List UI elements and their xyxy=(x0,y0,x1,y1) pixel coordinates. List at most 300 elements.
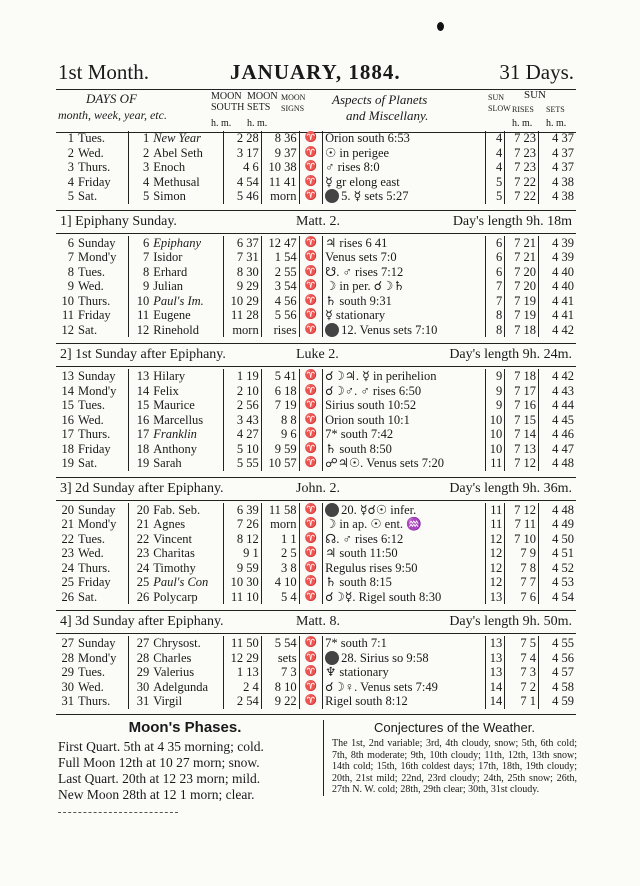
day-of-year: 5 xyxy=(128,189,151,204)
saint-name: Polycarp xyxy=(153,589,198,604)
decorative-rule xyxy=(58,812,178,815)
moon-phase-line: First Quart. 5th at 4 35 morning; cold. xyxy=(58,739,264,754)
day-of-year: 28 xyxy=(128,651,151,666)
moon-south: 11 50 xyxy=(223,636,261,651)
sun-slow: 4 xyxy=(485,160,504,175)
col-days-of: DAYS OF xyxy=(86,91,137,106)
sun-rises: 7 7 xyxy=(505,575,539,590)
weekday: Mond'y xyxy=(78,650,117,665)
aspect-label: 20. ☿☌☉ infer. xyxy=(341,502,417,517)
aspect-text: ☽ in per. ☌☽♄ xyxy=(323,279,486,294)
day-number: 10 xyxy=(61,293,74,308)
sun-rises: 7 12 xyxy=(505,456,539,471)
moon-sets: 3 54 xyxy=(261,279,299,294)
moon-sign-icon: ♈ xyxy=(299,442,323,457)
col-sun: SUN xyxy=(524,89,547,101)
sunday-name: 4] 3d Sunday after Epiphany. xyxy=(60,614,224,629)
sun-slow: 13 xyxy=(485,651,504,666)
aspect-text: ♃ south 11:50 xyxy=(323,546,486,561)
gospel-reference: Matt. 8. xyxy=(296,614,340,629)
saint-name: Simon xyxy=(153,189,186,203)
sun-slow: 9 xyxy=(485,398,504,413)
moon-sign-icon: ♈ xyxy=(299,294,323,309)
weekday: Tues. xyxy=(78,531,105,546)
moon-south: 6 37 xyxy=(223,236,261,251)
moon-south: 8 12 xyxy=(223,532,261,547)
sun-sets: 4 47 xyxy=(539,442,576,457)
saint-name: Vincent xyxy=(153,531,193,546)
gospel-reference: John. 2. xyxy=(296,480,340,496)
moon-sets: morn xyxy=(261,517,299,532)
moon-sign-icon: ♈ xyxy=(299,503,323,518)
weekday: Sunday xyxy=(78,502,116,517)
moon-south: 4 27 xyxy=(223,427,261,442)
day-of-month-weekday xyxy=(56,413,128,428)
table-row xyxy=(56,323,576,338)
moon-south: 1 19 xyxy=(223,369,261,384)
weekday: Wed. xyxy=(78,412,104,427)
aspect-text xyxy=(323,323,486,338)
day-number: 1 xyxy=(67,131,74,145)
week-table xyxy=(56,236,576,338)
sun-slow: 5 xyxy=(485,189,504,204)
day-of-year: 9 xyxy=(128,279,151,294)
moon-sets: 8 8 xyxy=(261,413,299,428)
table-row xyxy=(56,636,576,651)
saint-name: Eugene xyxy=(153,308,191,322)
month-number: 1st Month. xyxy=(58,60,150,84)
table-row xyxy=(56,160,576,175)
aspect-text: Orion south 10:1 xyxy=(323,413,486,428)
sun-rises: 7 23 xyxy=(505,131,539,146)
sun-slow: 4 xyxy=(485,146,504,161)
weekday: Mond'y xyxy=(78,383,117,398)
sun-sets: 4 38 xyxy=(539,189,576,204)
aspect-text: ☊. ♂ rises 6:12 xyxy=(323,532,486,547)
moon-phase-line: Full Moon 12th at 10 27 morn; snow. xyxy=(58,755,260,770)
weekday: Tues. xyxy=(78,264,105,279)
day-of-year: 15 xyxy=(128,398,151,413)
moon-south: 9 1 xyxy=(223,546,261,561)
ink-dot xyxy=(437,22,444,31)
moon-south: 2 4 xyxy=(223,680,261,695)
sun-sets: 4 48 xyxy=(539,503,576,518)
sun-slow: 8 xyxy=(485,308,504,323)
day-number: 9 xyxy=(67,279,74,293)
moon-sets: 7 19 xyxy=(261,398,299,413)
saint-name: Paul's Im. xyxy=(153,293,204,308)
sun-sets: 4 50 xyxy=(539,532,576,547)
sun-slow: 9 xyxy=(485,384,504,399)
moon-face-icon xyxy=(325,189,339,203)
day-of-year: 16 xyxy=(128,413,151,428)
divider xyxy=(56,714,576,715)
moon-south: 4 54 xyxy=(223,175,261,190)
moon-sets: 1 54 xyxy=(261,250,299,265)
saint-name: Enoch xyxy=(153,160,186,174)
table-row xyxy=(56,442,576,457)
moon-sets: 7 3 xyxy=(261,665,299,680)
moon-sign-icon: ♈ xyxy=(299,680,323,695)
sun-slow: 7 xyxy=(485,294,504,309)
day-of-month-weekday xyxy=(56,694,128,709)
day-number: 22 xyxy=(61,531,74,546)
day-number: 18 xyxy=(61,441,74,456)
sun-rises: 7 18 xyxy=(505,323,539,338)
saint-name: Maurice xyxy=(153,398,195,412)
sun-rises: 7 4 xyxy=(505,651,539,666)
day-of-year: 1 xyxy=(128,131,151,146)
day-of-year: 6 xyxy=(128,236,151,251)
sun-rises: 7 6 xyxy=(505,590,539,605)
moon-phases-title: Moon's Phases. xyxy=(128,719,242,736)
day-of-year: 21 xyxy=(128,517,151,532)
sun-rises: 7 23 xyxy=(505,146,539,161)
moon-sign-icon: ♈ xyxy=(299,265,323,280)
sun-rises: 7 10 xyxy=(505,532,539,547)
aspect-text: ♄ south 9:31 xyxy=(323,294,486,309)
moon-sets: 9 37 xyxy=(261,146,299,161)
sun-slow: 4 xyxy=(485,131,504,146)
sun-slow: 13 xyxy=(485,590,504,605)
table-row xyxy=(56,665,576,680)
moon-south: 3 17 xyxy=(223,146,261,161)
moon-sets: 10 38 xyxy=(261,160,299,175)
saint-name: Fab. Seb. xyxy=(153,502,201,517)
day-of-year: 27 xyxy=(128,636,151,651)
aspect-text xyxy=(323,189,486,204)
moon-south: 5 10 xyxy=(223,442,261,457)
table-row xyxy=(56,413,576,428)
day-of-year: 29 xyxy=(128,665,151,680)
sun-sets: 4 37 xyxy=(539,131,576,146)
day-of-month-weekday xyxy=(56,546,128,561)
sun-sets: 4 37 xyxy=(539,160,576,175)
sun-slow: 12 xyxy=(485,575,504,590)
aspect-text: 7* south 7:1 xyxy=(323,636,486,651)
moon-south: 2 10 xyxy=(223,384,261,399)
weekday: Thurs. xyxy=(78,694,111,708)
day-of-month-weekday xyxy=(56,294,128,309)
moon-south: 2 28 xyxy=(223,131,261,146)
sun-sets: 4 41 xyxy=(539,308,576,323)
day-of-year: 17 xyxy=(128,427,151,442)
moon-sign-icon: ♈ xyxy=(299,575,323,590)
table-row xyxy=(56,546,576,561)
day-number: 11 xyxy=(61,308,74,322)
moon-sign-icon: ♈ xyxy=(299,279,323,294)
table-row xyxy=(56,590,576,605)
aspect-text: ☌☽♂. ♂ rises 6:50 xyxy=(323,384,486,399)
weekday: Sat. xyxy=(78,456,98,470)
table-row xyxy=(56,189,576,204)
day-number: 25 xyxy=(61,575,74,589)
table-row xyxy=(56,532,576,547)
sun-sets: 4 42 xyxy=(539,369,576,384)
gospel-reference: Matt. 2. xyxy=(296,213,340,229)
aspect-text: ☌☽☿. Rigel south 8:30 xyxy=(323,590,486,605)
moon-sign-icon: ♈ xyxy=(299,236,323,251)
sun-rises: 7 17 xyxy=(505,384,539,399)
day-of-year: 18 xyxy=(128,442,151,457)
table-row xyxy=(56,250,576,265)
moon-sets: 12 47 xyxy=(261,236,299,251)
weekday: Thurs. xyxy=(78,427,111,441)
day-of-year: 19 xyxy=(128,456,151,471)
moon-phase-line: Last Quart. 20th at 12 23 morn; mild. xyxy=(58,771,261,786)
table-row xyxy=(56,680,576,695)
moon-sign-icon: ♈ xyxy=(299,369,323,384)
sun-rises: 7 12 xyxy=(505,503,539,518)
aspect-text: 7* south 7:42 xyxy=(323,427,486,442)
column-headers xyxy=(56,89,576,133)
weekday: Wed. xyxy=(78,546,104,560)
day-length: Day's length 9h. 18m xyxy=(452,213,572,229)
weekday: Sat. xyxy=(78,322,98,337)
weekday: Wed. xyxy=(78,279,104,293)
saint-name: Sarah xyxy=(153,456,182,470)
moon-sets: 1 1 xyxy=(261,532,299,547)
moon-sign-icon: ♈ xyxy=(299,651,323,666)
sun-slow: 8 xyxy=(485,323,504,338)
day-number: 6 xyxy=(67,235,74,250)
day-of-month-weekday xyxy=(56,146,128,161)
saint-name: Timothy xyxy=(153,560,196,575)
day-of-month-weekday xyxy=(56,680,128,695)
day-of-month-weekday xyxy=(56,427,128,442)
sun-slow: 6 xyxy=(485,236,504,251)
saint-name: Rinehold xyxy=(153,322,200,337)
sun-rises: 7 11 xyxy=(505,517,539,532)
weekday: Friday xyxy=(78,174,111,189)
saint-name: Erhard xyxy=(153,264,188,279)
weekday: Sunday xyxy=(78,369,116,383)
sun-slow: 7 xyxy=(485,279,504,294)
col-moon-sets: MOON SETS xyxy=(247,91,278,113)
moon-south: 1 13 xyxy=(223,665,261,680)
aspect-text: ♆ stationary xyxy=(323,665,486,680)
moon-south: 4 6 xyxy=(223,160,261,175)
day-of-year: 24 xyxy=(128,561,151,576)
sun-slow: 14 xyxy=(485,680,504,695)
day-of-month-weekday xyxy=(56,189,128,204)
sunday-heading xyxy=(56,610,576,634)
week-table xyxy=(56,636,576,709)
day-of-month-weekday xyxy=(56,236,128,251)
day-of-month-weekday xyxy=(56,456,128,471)
day-of-month-weekday xyxy=(56,442,128,457)
moon-south: 9 29 xyxy=(223,279,261,294)
sun-rises: 7 22 xyxy=(505,189,539,204)
sun-slow: 11 xyxy=(485,503,504,518)
aspect-label: 28. Sirius so 9:58 xyxy=(341,650,429,665)
moon-face-icon xyxy=(325,323,339,337)
col-moon-south: MOON SOUTH xyxy=(211,91,245,113)
moon-sets: 11 41 xyxy=(261,175,299,190)
moon-sets: 8 10 xyxy=(261,680,299,695)
aspect-text: ☿ gr elong east xyxy=(323,175,486,190)
day-of-year: 3 xyxy=(128,160,151,175)
weekday: Thurs. xyxy=(78,160,111,174)
sun-slow: 12 xyxy=(485,546,504,561)
day-of-year: 26 xyxy=(128,590,151,605)
sun-rises: 7 16 xyxy=(505,398,539,413)
col-hm1: h. m. xyxy=(211,118,232,129)
day-of-year: 22 xyxy=(128,532,151,547)
sun-slow: 10 xyxy=(485,427,504,442)
sun-sets: 4 55 xyxy=(539,636,576,651)
day-number: 4 xyxy=(67,174,74,189)
sun-rises: 7 15 xyxy=(505,413,539,428)
day-length: Day's length 9h. 24m. xyxy=(449,347,572,362)
moon-south: 8 30 xyxy=(223,265,261,280)
sun-sets: 4 40 xyxy=(539,279,576,294)
moon-sign-icon: ♈ xyxy=(299,146,323,161)
weekday: Sunday xyxy=(78,235,116,250)
sun-rises: 7 3 xyxy=(505,665,539,680)
day-number: 23 xyxy=(61,546,74,560)
day-number: 24 xyxy=(61,560,74,575)
page-header xyxy=(58,60,574,86)
day-number: 2 xyxy=(67,145,74,160)
day-number: 3 xyxy=(67,160,74,174)
sunday-heading xyxy=(56,210,576,234)
moon-south: 10 30 xyxy=(223,575,261,590)
sun-sets: 4 52 xyxy=(539,561,576,576)
aspect-text: ☿ stationary xyxy=(323,308,486,323)
day-of-month-weekday xyxy=(56,503,128,518)
day-of-year: 7 xyxy=(128,250,151,265)
sunday-heading xyxy=(56,477,576,501)
page-title: JANUARY, 1884. xyxy=(230,60,401,84)
aspect-text: ♂ rises 8:0 xyxy=(323,160,486,175)
day-of-year: 23 xyxy=(128,546,151,561)
day-of-month-weekday xyxy=(56,308,128,323)
moon-south: 2 54 xyxy=(223,694,261,709)
saint-name: Marcellus xyxy=(153,412,204,427)
day-length: Day's length 9h. 36m. xyxy=(449,480,572,496)
week-table xyxy=(56,503,576,605)
sun-slow: 6 xyxy=(485,265,504,280)
sun-slow: 11 xyxy=(485,517,504,532)
aspect-text: Rigel south 8:12 xyxy=(323,694,486,709)
aspect-text: ☽ in ap. ☉ ent. ♒ xyxy=(323,517,486,532)
sun-rises: 7 20 xyxy=(505,279,539,294)
moon-sign-icon: ♈ xyxy=(299,456,323,471)
sun-rises: 7 22 xyxy=(505,175,539,190)
day-of-month-weekday xyxy=(56,279,128,294)
weekday: Sunday xyxy=(78,636,116,650)
table-row xyxy=(56,369,576,384)
moon-sign-icon: ♈ xyxy=(299,532,323,547)
sun-sets: 4 58 xyxy=(539,680,576,695)
sun-sets: 4 37 xyxy=(539,146,576,161)
moon-face-icon xyxy=(325,651,339,665)
sun-slow: 10 xyxy=(485,413,504,428)
day-of-month-weekday xyxy=(56,636,128,651)
sunday-name: 1] Epiphany Sunday. xyxy=(60,213,177,229)
col-sets: SETS xyxy=(546,105,565,114)
sun-sets: 4 46 xyxy=(539,427,576,442)
moon-face-icon xyxy=(325,503,339,517)
day-of-month-weekday xyxy=(56,651,128,666)
sunday-name: 3] 2d Sunday after Epiphany. xyxy=(60,480,224,496)
sun-slow: 9 xyxy=(485,369,504,384)
weather-conjectures xyxy=(323,720,577,796)
day-of-month-weekday xyxy=(56,131,128,146)
sun-sets: 4 39 xyxy=(539,236,576,251)
saint-name: Abel Seth xyxy=(153,145,203,160)
day-of-year: 20 xyxy=(128,503,151,518)
sun-rises: 7 21 xyxy=(505,236,539,251)
day-number: 15 xyxy=(61,398,74,412)
saint-name: Chrysost. xyxy=(153,636,201,650)
moon-sets: 5 41 xyxy=(261,369,299,384)
days-count: 31 Days. xyxy=(499,60,574,84)
col-rises: RISES xyxy=(512,105,534,114)
day-number: 17 xyxy=(61,427,74,441)
sun-sets: 4 45 xyxy=(539,413,576,428)
moon-sets: 9 22 xyxy=(261,694,299,709)
moon-sets: 5 4 xyxy=(261,590,299,605)
saint-name: Valerius xyxy=(153,665,195,679)
sun-rises: 7 8 xyxy=(505,561,539,576)
day-number: 13 xyxy=(61,369,74,383)
day-of-year: 30 xyxy=(128,680,151,695)
weekday: Friday xyxy=(78,441,111,456)
day-of-year: 2 xyxy=(128,146,151,161)
weekday: Thurs. xyxy=(78,560,111,575)
saint-name: Paul's Con xyxy=(153,575,209,589)
day-number: 14 xyxy=(61,383,74,398)
moon-sign-icon: ♈ xyxy=(299,517,323,532)
saint-name: Adelgunda xyxy=(153,679,209,694)
sun-sets: 4 56 xyxy=(539,651,576,666)
saint-name: Anthony xyxy=(153,441,197,456)
aspect-text: ☌☽♃. ☿ in perihelion xyxy=(323,369,486,384)
moon-sets: 5 56 xyxy=(261,308,299,323)
saint-name: Epiphany xyxy=(153,235,202,250)
table-row xyxy=(56,146,576,161)
col-misc: and Miscellany. xyxy=(346,108,429,123)
weekday: Tues. xyxy=(78,131,105,145)
day-of-month-weekday xyxy=(56,517,128,532)
moon-sign-icon: ♈ xyxy=(299,189,323,204)
moon-sign-icon: ♈ xyxy=(299,384,323,399)
day-of-year: 31 xyxy=(128,694,151,709)
sun-sets: 4 53 xyxy=(539,575,576,590)
day-number: 29 xyxy=(61,665,74,679)
day-number: 28 xyxy=(61,650,74,665)
moon-sets: rises xyxy=(261,323,299,338)
moon-sets: 4 10 xyxy=(261,575,299,590)
moon-sign-icon: ♈ xyxy=(299,636,323,651)
saint-name: Virgil xyxy=(153,694,183,708)
weekday: Wed. xyxy=(78,679,104,694)
sun-rises: 7 19 xyxy=(505,294,539,309)
day-of-month-weekday xyxy=(56,384,128,399)
sun-slow: 12 xyxy=(485,561,504,576)
sun-rises: 7 20 xyxy=(505,265,539,280)
day-number: 27 xyxy=(61,636,74,650)
day-number: 5 xyxy=(67,189,74,203)
aspect-text: ☍♃☉. Venus sets 7:20 xyxy=(323,456,486,471)
moon-sign-icon: ♈ xyxy=(299,413,323,428)
sun-sets: 4 49 xyxy=(539,517,576,532)
aspect-text: Sirius south 10:52 xyxy=(323,398,486,413)
moon-sign-icon: ♈ xyxy=(299,427,323,442)
saint-name: Charles xyxy=(153,650,192,665)
